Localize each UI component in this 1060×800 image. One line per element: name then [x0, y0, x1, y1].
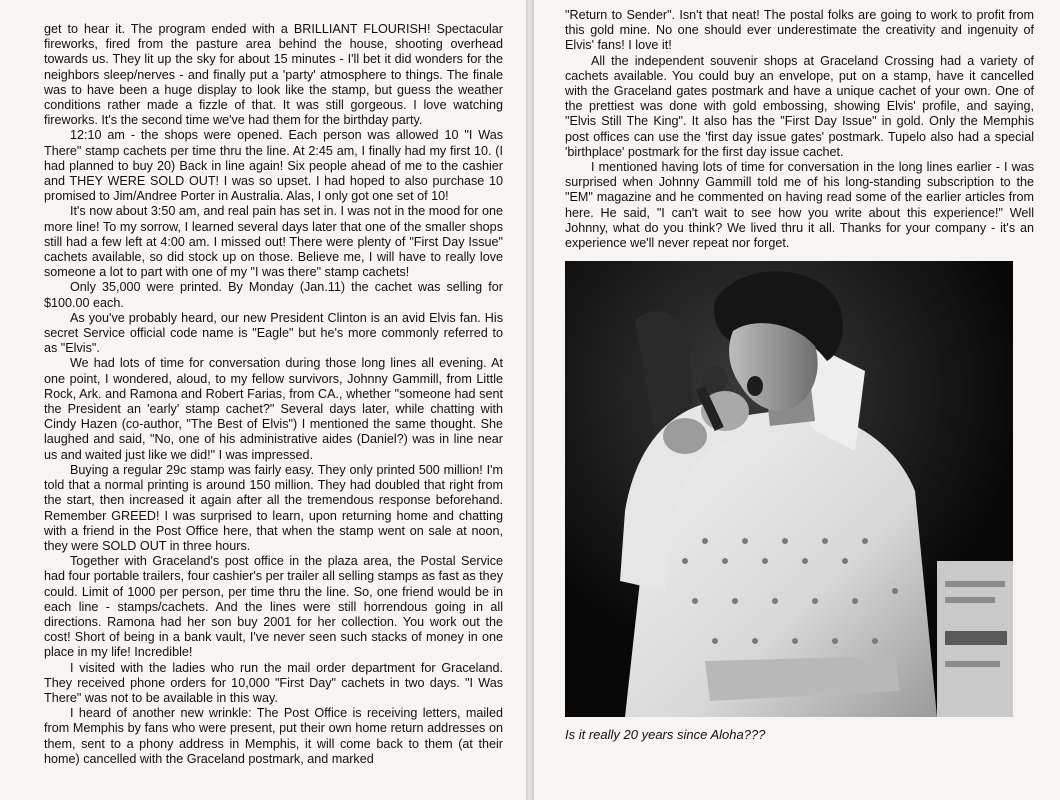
paragraph: I mentioned having lots of time for conversation in the long lines earlier - I was surprised when Johnny Gammill told me of his long-standing subscription to the "EM" magazine and he commented on having read some of the earlier articles from here. He said, "I can't wait to see how you write about this experience!" Well Johnny, what do you think? We lived thru it all. Thanks for your company - it's an experience we'll never repeat nor forget.: [565, 160, 1034, 251]
paragraph: As you've probably heard, our new President Clinton is an avid Elvis fan. His secret Service official code name is "Eagle" but he's more commonly referred to as "Elvis".: [44, 310, 503, 356]
paragraph: All the independent souvenir shops at Graceland Crossing had a variety of cachets available. You could buy an envelope, put on a stamp, have it cancelled with the Graceland gates postmark and have a unique cachet of your own. One of the prettiest was done with gold embossing, showing Elvis' profile, and saying, "Elvis Still The King". It also has the "First Day Issue" in gold. Only the Memphis post offices can use the 'first day issue gates' postmark. Tupelo also had a special 'birthplace' postmark for the first day issue cachet.: [565, 53, 1034, 159]
paragraph: I heard of another new wrinkle: The Post Office is receiving letters, mailed from Memphis by fans who were present, put their own home return addresses on them, sent to a phony address in Memphis, it will come back to them (at their home) cancelled with the Graceland postmark, and marked: [44, 706, 503, 766]
paragraph: get to hear it. The program ended with a BRILLIANT FLOURISH! Spectacular fireworks, fired from the pasture area behind the house, shooting overhead towards us. They lit up the sky for about 15 minutes - I'll bet it did wonders for the neighbors sleep/nerves - and finally put a 'party' atmosphere to things. The finale was to have been a huge display to look like the stamp, but guess the weather conditions rather made a fizzle of that. It was still gorgeous. I love watching fireworks. It's the second time we've had them for the birthday party.: [44, 22, 503, 128]
paragraph: It's now about 3:50 am, and real pain has set in. I was not in the mood for one more line! To my sorrow, I learned several days later that one of the smaller shops still had a few left at 4:00 am. I missed out! There were plenty of "First Day Issue" cachets available, so did stock up on those. Believe me, I will have to really love someone a lot to part with one of my "I was there" stamp cachets!: [44, 204, 503, 280]
paragraph: Only 35,000 were printed. By Monday (Jan.11) the cachet was selling for $100.00 each.: [44, 280, 503, 310]
paragraph: 12:10 am - the shops were opened. Each person was allowed 10 "I Was There" stamp cachets per time thru the line. At 2:45 am, I finally had my first 10. (I had planned to buy 20) Back in line again! Six people ahead of me to the cashier and THEY WERE SOLD OUT! I was so upset. I had hoped to also purchase 10 promised to Jim/Andree Porter in Australia. Alas, I only got one set of 10!: [44, 128, 503, 204]
left-page: [0, 0, 529, 800]
right-page: [529, 0, 1060, 800]
paragraph: I visited with the ladies who run the mail order department for Graceland. They received phone orders for 10,000 "First Day" cachets in two days. "I Was There" was not to be available in this way.: [44, 660, 503, 705]
left-page-text: [44, 22, 503, 767]
concert-photo: [565, 261, 1013, 717]
singer-photo-illustration: [565, 261, 1013, 717]
paragraph: Buying a regular 29c stamp was fairly easy. They only printed 500 million! I'm told that a normal printing is around 150 million. They had doubled that right from the start, then increased it again after all the tremendous response beforehand. Remember GREED! I was surprised to learn, upon returning home and chatting with a friend in the Post Office here, that when the stamp went on sale at noon, they were SOLD OUT in three hours.: [44, 462, 503, 553]
paragraph: We had lots of time for conversation during those long lines all evening. At one point, I wondered, aloud, to my fellow survivors, Johnny Gammill, from Little Rock, Ark. and Ramona and Robert Farias, from CA., whether "someone had sent the President an 'early' stamp cachet?" Several days later, while chatting with Cindy Hazen (co-author, "The Best of Elvis") I mentioned the same thought. She laughed and said, "No, one of his administrative aides (Daniel?) was in line near us and waited just like we did!" I was impressed.: [44, 356, 503, 462]
paragraph: "Return to Sender". Isn't that neat! The postal folks are going to work to profit from this gold mine. No one should ever underestimate the creativity and ingenuity of Elvis' fans! I love it!: [565, 8, 1034, 53]
page-gutter: [526, 0, 534, 800]
photo-caption: Is it really 20 years since Aloha???: [565, 727, 766, 743]
paragraph: Together with Graceland's post office in the plaza area, the Postal Service had four portable trailers, four cashier's per trailer all selling stamps as fast as they could. Limit of 1000 per person, per time thru the line. So, one friend would be in each line - stamps/cachets. And the lines were still horrendous going in all directions. Ramona had her son buy 2001 for her collection. You work out the cost! Short of being in a bank vault, I've never seen such stacks of money in one place in my life! Incredible!: [44, 554, 503, 660]
right-page-text: [565, 8, 1034, 251]
